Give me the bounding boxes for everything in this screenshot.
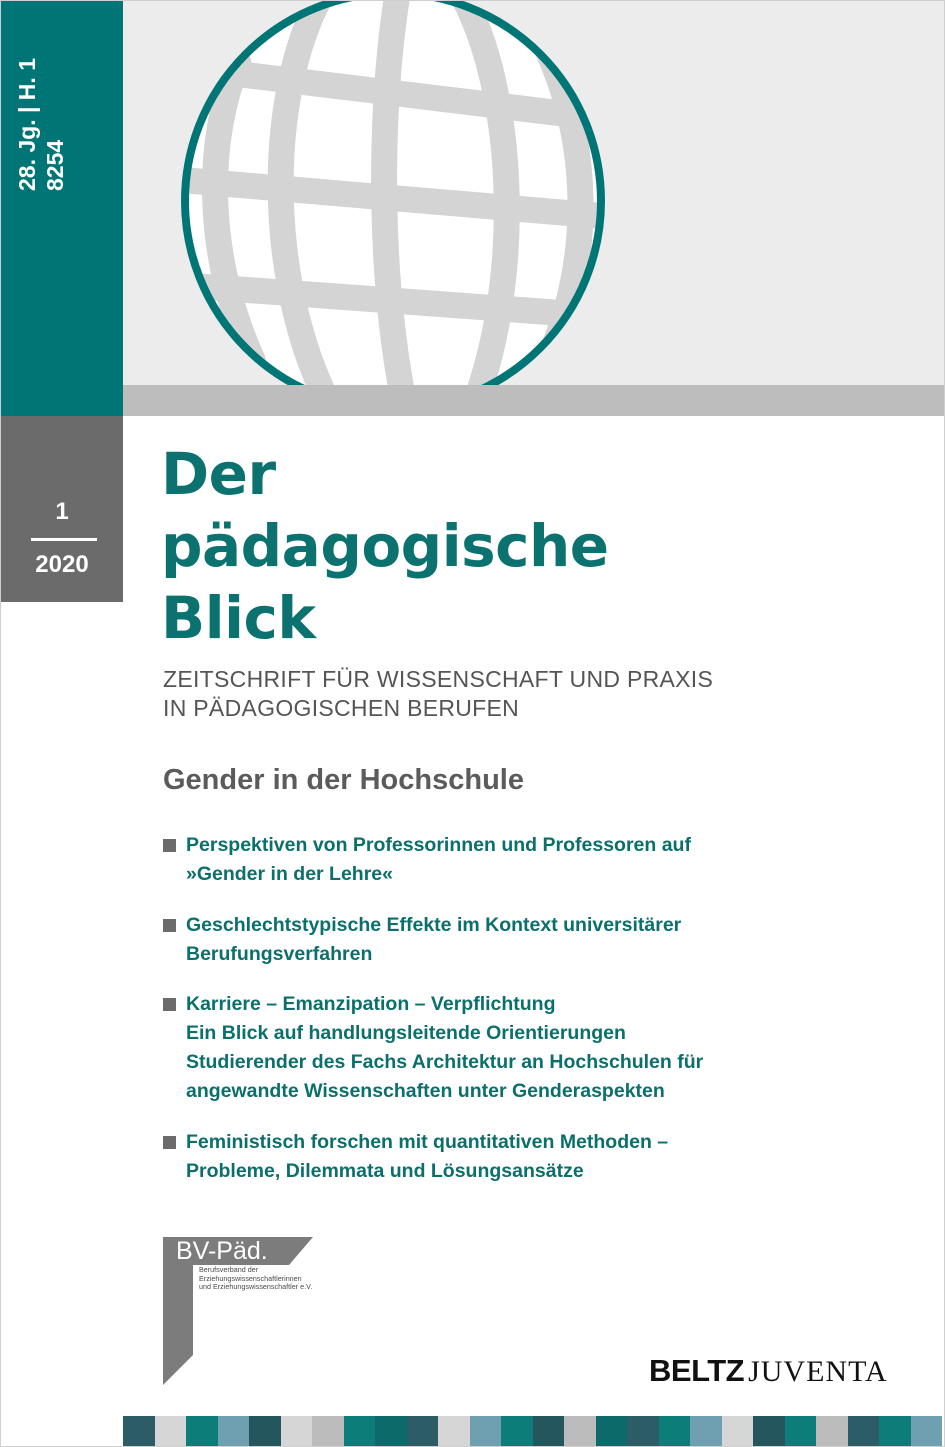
article-line: angewandte Wissenschaften unter Genderaspekten <box>186 1080 665 1102</box>
color-block <box>753 1416 785 1447</box>
title-line-3: Blick <box>161 584 316 652</box>
title-line-1: Der <box>161 440 276 508</box>
issue-year: 2020 <box>35 551 89 578</box>
association-fullname <box>199 1266 312 1292</box>
color-block <box>407 1416 439 1447</box>
globe-icon <box>123 1 945 385</box>
subtitle-line-2: IN PÄDAGOGISCHEN BERUFEN <box>163 695 520 721</box>
globe-panel <box>123 1 945 385</box>
issue-divider <box>31 538 97 541</box>
association-name: BV-Päd. <box>176 1237 268 1265</box>
spine-teal-block <box>1 1 123 416</box>
publisher-logo <box>649 1353 888 1389</box>
color-block <box>344 1416 376 1447</box>
color-block <box>785 1416 817 1447</box>
color-block <box>375 1416 407 1447</box>
article-line: Ein Blick auf handlungsleitende Orientierungen <box>186 1022 626 1044</box>
title-line-2: pädagogische <box>161 512 609 580</box>
color-block <box>879 1416 911 1447</box>
color-block <box>596 1416 628 1447</box>
bullet-square-icon <box>163 839 176 852</box>
color-block <box>281 1416 313 1447</box>
color-block <box>564 1416 596 1447</box>
color-block <box>690 1416 722 1447</box>
bullet-square-icon <box>163 998 176 1011</box>
article-line: Perspektiven von Professorinnen und Professoren auf <box>186 834 691 856</box>
color-block <box>249 1416 281 1447</box>
color-block <box>186 1416 218 1447</box>
volume-info <box>13 11 69 191</box>
journal-title <box>161 438 609 654</box>
color-block <box>848 1416 880 1447</box>
association-sub-line: Erziehungswissenschaftlerinnen <box>199 1273 302 1283</box>
association-sub-line: und Erziehungswissenschaftler e.V. <box>199 1282 313 1291</box>
color-block <box>659 1416 691 1447</box>
article-line: Feministisch forschen mit quantitativen Methoden – <box>186 1131 669 1153</box>
publisher-beltz: BELTZ <box>649 1353 745 1388</box>
color-block-strip <box>123 1416 942 1447</box>
article-line: Studierender des Fachs Architektur an Hochschulen für <box>186 1051 704 1073</box>
color-block <box>627 1416 659 1447</box>
color-block <box>123 1416 155 1447</box>
volume-issue-label: 28. Jg. | H. 1 <box>14 58 40 191</box>
color-block <box>911 1416 943 1447</box>
color-block <box>155 1416 187 1447</box>
color-block <box>816 1416 848 1447</box>
article-line: Geschlechtstypische Effekte im Kontext universitärer <box>186 914 682 936</box>
color-block <box>722 1416 754 1447</box>
issue-number: 1 <box>55 498 69 525</box>
article-line: Probleme, Dilemmata und Lösungsansätze <box>186 1160 584 1182</box>
publisher-juventa: JUVENTA <box>748 1355 888 1388</box>
color-block <box>438 1416 470 1447</box>
article-line: »Gender in der Lehre« <box>186 863 393 885</box>
color-block <box>470 1416 502 1447</box>
association-sub-line: Berufsverband der <box>199 1265 259 1274</box>
color-block <box>533 1416 565 1447</box>
bullet-square-icon <box>163 1136 176 1149</box>
issue-theme: Gender in der Hochschule <box>163 764 524 796</box>
subtitle-line-1: ZEITSCHRIFT FÜR WISSENSCHAFT UND PRAXIS <box>163 666 714 692</box>
color-block <box>312 1416 344 1447</box>
journal-subtitle <box>163 665 713 723</box>
article-line: Karriere – Emanzipation – Verpflichtung <box>186 993 556 1015</box>
bullet-square-icon <box>163 919 176 932</box>
color-block <box>501 1416 533 1447</box>
order-number: 8254 <box>42 139 68 191</box>
grey-divider-band <box>123 385 945 416</box>
color-block <box>218 1416 250 1447</box>
article-line: Berufungsverfahren <box>186 943 373 965</box>
